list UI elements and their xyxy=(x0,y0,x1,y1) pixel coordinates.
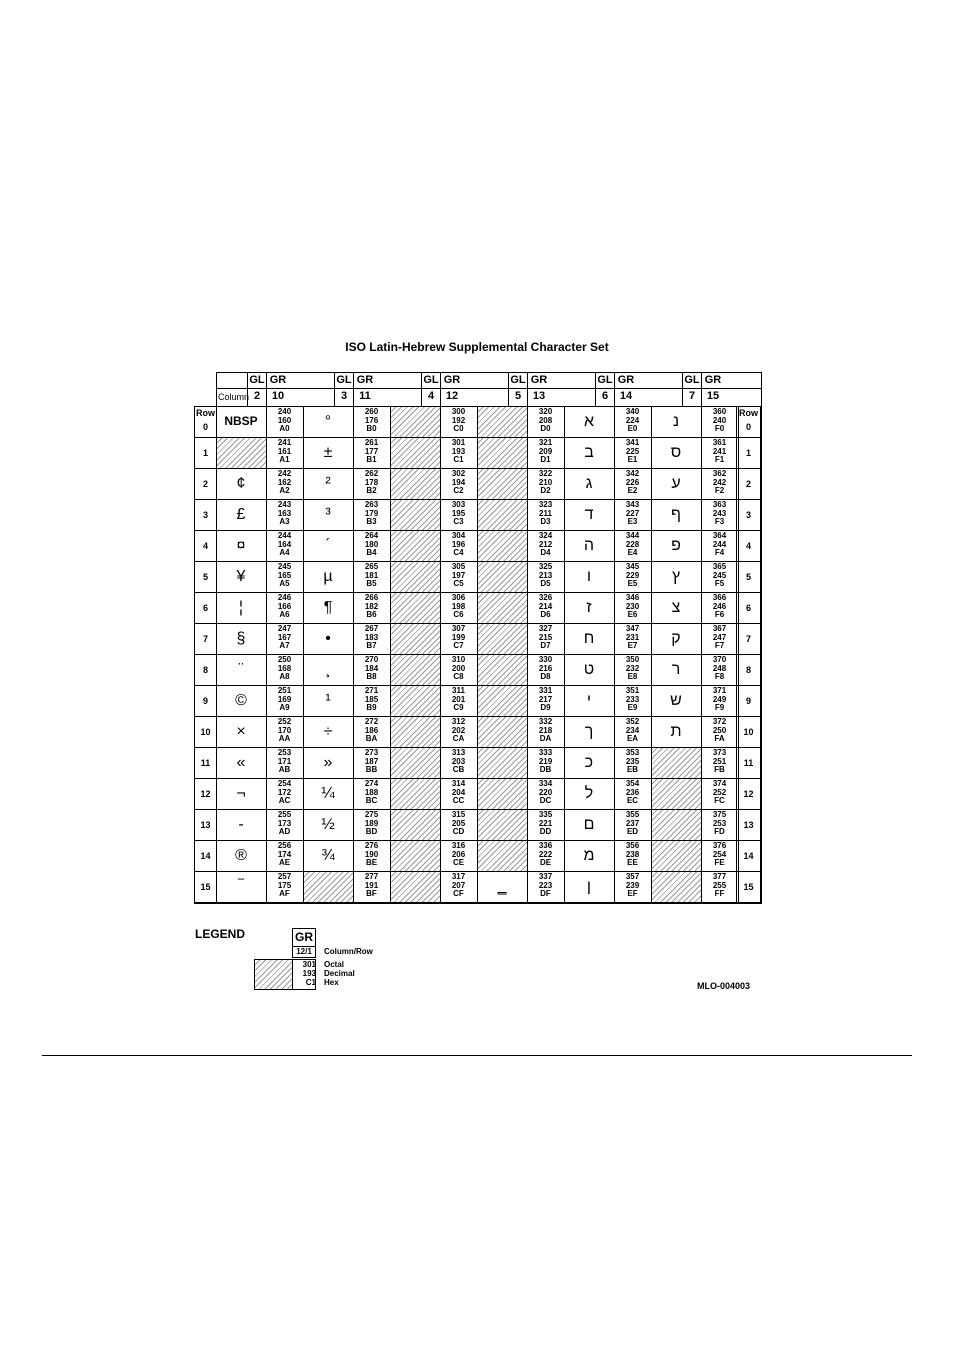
row-num-left-5: 5 xyxy=(202,572,208,582)
header-gl-col-2: 4 xyxy=(427,390,435,402)
row-num-left-4: 4 xyxy=(202,541,208,551)
code-6-5: 366 246 F6 xyxy=(712,593,727,619)
char-12-5 xyxy=(651,778,701,809)
char-1-3 xyxy=(477,437,527,468)
code-11-2: 313 203 CB xyxy=(451,748,466,774)
char-7-4: ח xyxy=(583,630,595,647)
code-1-3: 321 209 D1 xyxy=(538,438,553,464)
char-10-3 xyxy=(477,716,527,747)
char-8-4: ט xyxy=(583,661,595,678)
char-2-3 xyxy=(477,468,527,499)
char-15-4: ן xyxy=(586,878,592,895)
char-7-1: • xyxy=(325,630,331,647)
row-num-left-8: 8 xyxy=(202,665,208,675)
code-10-4: 352 234 EA xyxy=(625,717,640,743)
code-13-1: 275 189 BD xyxy=(364,810,379,836)
char-11-2 xyxy=(390,747,440,778)
row-num-right-13: 13 xyxy=(743,820,754,830)
char-13-1: ½ xyxy=(321,816,335,833)
header-mid-line xyxy=(216,388,762,389)
char-1-1: ± xyxy=(323,444,333,461)
header-gr-4: GR xyxy=(617,374,635,386)
char-2-5: ע xyxy=(671,475,681,492)
char-2-4: ג xyxy=(585,475,593,492)
header-line-a-4 xyxy=(595,372,596,406)
char-10-2 xyxy=(390,716,440,747)
code-15-2: 317 207 CF xyxy=(451,872,466,898)
legend-octal-label: Octal xyxy=(324,960,345,969)
header-gr-2: GR xyxy=(443,374,461,386)
legend xyxy=(252,928,452,998)
code-7-3: 327 215 D7 xyxy=(538,624,553,650)
char-5-2 xyxy=(390,561,440,592)
char-9-5: ש xyxy=(670,692,682,709)
code-9-3: 331 217 D9 xyxy=(538,686,553,712)
code-13-5: 375 253 FD xyxy=(712,810,727,836)
code-0-3: 320 208 D0 xyxy=(538,407,553,433)
header-gr-3: GR xyxy=(530,374,548,386)
char-8-2 xyxy=(390,654,440,685)
row-num-left-10: 10 xyxy=(200,727,211,737)
row-num-right-4: 4 xyxy=(745,541,751,551)
code-8-3: 330 216 D8 xyxy=(538,655,553,681)
legend-hex-label: Hex xyxy=(324,978,339,987)
row-num-left-0: 0 xyxy=(202,422,208,432)
char-12-1: ¼ xyxy=(321,785,335,802)
header-gl-1: GL xyxy=(336,374,352,386)
row-num-left-15: 15 xyxy=(200,882,211,892)
code-9-4: 351 233 E9 xyxy=(625,686,640,712)
code-14-4: 356 238 EE xyxy=(625,841,640,867)
header-gr-1: GR xyxy=(356,374,374,386)
header-gl-3: GL xyxy=(510,374,526,386)
header-gl-4: GL xyxy=(597,374,613,386)
char-13-3 xyxy=(477,809,527,840)
char-0-3 xyxy=(477,406,527,437)
code-11-3: 333 219 DB xyxy=(538,748,553,774)
char-4-2 xyxy=(390,530,440,561)
char-2-2 xyxy=(390,468,440,499)
legend-colrow-value: 12/1 xyxy=(296,947,312,956)
header-gr-5: GR xyxy=(704,374,722,386)
row-num-left-2: 2 xyxy=(202,479,208,489)
char-0-2 xyxy=(390,406,440,437)
code-5-1: 265 181 B5 xyxy=(364,562,379,588)
char-14-4: מ xyxy=(583,847,595,864)
char-2-1: ² xyxy=(325,475,331,492)
char-13-5 xyxy=(651,809,701,840)
code-5-0: 245 165 A5 xyxy=(277,562,292,588)
row-num-right-10: 10 xyxy=(743,727,754,737)
header-line-b-3 xyxy=(527,372,528,406)
char-14-5 xyxy=(651,840,701,871)
header-gl-0: GL xyxy=(249,374,265,386)
char-1-4: ב xyxy=(584,444,594,461)
header-gr-col-5: 15 xyxy=(706,390,720,402)
code-9-5: 371 249 F9 xyxy=(712,686,727,712)
code-2-2: 302 194 C2 xyxy=(451,469,466,495)
header-gl-5: GL xyxy=(684,374,700,386)
code-10-1: 272 186 BA xyxy=(364,717,379,743)
char-9-3 xyxy=(477,685,527,716)
code-7-0: 247 167 A7 xyxy=(277,624,292,650)
code-7-5: 367 247 F7 xyxy=(712,624,727,650)
code-13-3: 335 221 DD xyxy=(538,810,553,836)
header-line-b-0 xyxy=(266,372,267,406)
code-3-1: 263 179 B3 xyxy=(364,500,379,526)
code-12-4: 354 236 EC xyxy=(625,779,640,805)
char-5-5: ץ xyxy=(671,568,681,585)
code-8-5: 370 248 F8 xyxy=(712,655,727,681)
char-3-4: ד xyxy=(584,506,594,523)
chart-title: ISO Latin-Hebrew Supplemental Character Set xyxy=(345,340,609,354)
char-6-1: ¶ xyxy=(323,599,333,616)
char-6-3 xyxy=(477,592,527,623)
code-15-1: 277 191 BF xyxy=(364,872,379,898)
header-gl-col-0: 2 xyxy=(253,390,261,402)
code-2-1: 262 178 B2 xyxy=(364,469,379,495)
header-gl-col-3: 5 xyxy=(514,390,522,402)
legend-octal-value: 301 xyxy=(302,960,316,969)
char-10-0: × xyxy=(236,723,246,740)
code-1-2: 301 193 C1 xyxy=(451,438,466,464)
code-6-1: 266 182 B6 xyxy=(364,593,379,619)
code-1-4: 341 225 E1 xyxy=(625,438,640,464)
code-12-1: 274 188 BC xyxy=(364,779,379,805)
code-9-2: 311 201 C9 xyxy=(451,686,466,712)
legend-colrow-label: Column/Row xyxy=(324,947,373,956)
code-7-4: 347 231 E7 xyxy=(625,624,640,650)
char-3-2 xyxy=(390,499,440,530)
code-1-5: 361 241 F1 xyxy=(712,438,727,464)
code-12-3: 334 220 DC xyxy=(538,779,553,805)
code-8-0: 250 168 A8 xyxy=(277,655,292,681)
char-8-3 xyxy=(477,654,527,685)
code-13-4: 355 237 ED xyxy=(625,810,640,836)
char-4-5: פ xyxy=(671,537,681,554)
code-7-2: 307 199 C7 xyxy=(451,624,466,650)
code-4-2: 304 196 C4 xyxy=(451,531,466,557)
char-12-0: ¬ xyxy=(236,785,246,802)
code-5-4: 345 229 E5 xyxy=(625,562,640,588)
row-num-right-8: 8 xyxy=(745,665,751,675)
code-10-2: 312 202 CA xyxy=(451,717,466,743)
row-num-right-2: 2 xyxy=(745,479,751,489)
char-11-1: » xyxy=(323,754,333,771)
code-0-0: 240 160 A0 xyxy=(277,407,292,433)
code-3-0: 243 163 A3 xyxy=(277,500,292,526)
code-14-2: 316 206 CE xyxy=(451,841,466,867)
row-num-left-12: 12 xyxy=(200,789,211,799)
code-1-1: 261 177 B1 xyxy=(364,438,379,464)
char-1-0 xyxy=(216,437,266,468)
code-0-2: 300 192 C0 xyxy=(451,407,466,433)
row-num-right-5: 5 xyxy=(745,572,751,582)
code-8-1: 270 184 B8 xyxy=(364,655,379,681)
char-6-0: ¦ xyxy=(238,599,244,616)
row-num-left-11: 11 xyxy=(200,758,211,768)
code-8-4: 350 232 E8 xyxy=(625,655,640,681)
row-num-left-1: 1 xyxy=(202,448,208,458)
code-6-2: 306 198 C6 xyxy=(451,593,466,619)
char-5-4: ו xyxy=(586,568,592,585)
char-2-0: ¢ xyxy=(236,475,246,492)
code-4-0: 244 164 A4 xyxy=(277,531,292,557)
row-num-right-14: 14 xyxy=(743,851,754,861)
char-15-2 xyxy=(390,871,440,902)
code-5-2: 305 197 C5 xyxy=(451,562,466,588)
code-2-5: 362 242 F2 xyxy=(712,469,727,495)
row-num-right-3: 3 xyxy=(745,510,751,520)
char-7-5: ק xyxy=(671,630,681,647)
char-10-5: ת xyxy=(670,723,682,740)
header-gl-col-1: 3 xyxy=(340,390,348,402)
code-6-4: 346 230 E6 xyxy=(625,593,640,619)
char-9-4: י xyxy=(586,692,592,709)
code-13-0: 255 173 AD xyxy=(277,810,292,836)
code-12-5: 374 252 FC xyxy=(712,779,727,805)
code-4-1: 264 180 B4 xyxy=(364,531,379,557)
code-11-1: 273 187 BB xyxy=(364,748,379,774)
char-1-5: ס xyxy=(670,444,682,461)
char-3-1: ³ xyxy=(325,506,331,523)
char-0-1: ° xyxy=(324,413,332,430)
code-1-0: 241 161 A1 xyxy=(277,438,292,464)
code-6-0: 246 166 A6 xyxy=(277,593,292,619)
code-10-0: 252 170 AA xyxy=(277,717,292,743)
char-7-2 xyxy=(390,623,440,654)
char-6-4: ז xyxy=(586,599,592,616)
row-num-right-6: 6 xyxy=(745,603,751,613)
row-num-left-14: 14 xyxy=(200,851,211,861)
code-15-4: 357 239 EF xyxy=(625,872,640,898)
code-14-1: 276 190 BE xyxy=(364,841,379,867)
char-14-1: ¾ xyxy=(321,847,335,864)
char-4-0: ¤ xyxy=(236,537,246,554)
code-9-1: 271 185 B9 xyxy=(364,686,379,712)
row-num-right-7: 7 xyxy=(745,634,751,644)
code-15-5: 377 255 FF xyxy=(712,872,727,898)
code-9-0: 251 169 A9 xyxy=(277,686,292,712)
row-num-left-7: 7 xyxy=(202,634,208,644)
char-7-3 xyxy=(477,623,527,654)
header-gr-col-1: 11 xyxy=(359,390,371,402)
row-num-left-13: 13 xyxy=(200,820,211,830)
char-1-2 xyxy=(390,437,440,468)
char-11-0: « xyxy=(236,754,246,771)
char-4-3 xyxy=(477,530,527,561)
header-gr-col-2: 12 xyxy=(445,390,459,402)
char-8-0: ¨ xyxy=(238,661,244,678)
char-0-0: NBSP xyxy=(224,414,258,428)
char-4-4: ה xyxy=(583,537,595,554)
code-12-2: 314 204 CC xyxy=(451,779,466,805)
character-set-table xyxy=(196,372,762,904)
row-header-left: Row xyxy=(196,408,215,418)
header-line-a-2 xyxy=(421,372,422,406)
header-gr-col-0: 10 xyxy=(271,390,285,402)
row-num-right-12: 12 xyxy=(743,789,754,799)
code-0-4: 340 224 E0 xyxy=(625,407,640,433)
row-header-right: Row xyxy=(739,408,758,418)
char-5-3 xyxy=(477,561,527,592)
header-line-a-1 xyxy=(334,372,335,406)
code-3-3: 323 211 D3 xyxy=(538,500,553,526)
code-11-4: 353 235 EB xyxy=(625,748,640,774)
code-14-0: 256 174 AE xyxy=(277,841,292,867)
code-15-0: 257 175 AF xyxy=(277,872,292,898)
char-0-5: נ xyxy=(672,413,680,430)
char-15-0: ‾ xyxy=(238,878,244,895)
code-0-5: 360 240 F0 xyxy=(712,407,727,433)
char-13-4: ם xyxy=(583,816,595,833)
code-15-3: 337 223 DF xyxy=(538,872,553,898)
code-4-3: 324 212 D4 xyxy=(538,531,553,557)
row-num-left-3: 3 xyxy=(202,510,208,520)
legend-title: LEGEND xyxy=(195,927,246,941)
char-14-0: ® xyxy=(235,847,247,864)
code-10-5: 372 250 FA xyxy=(712,717,727,743)
char-5-0: ¥ xyxy=(236,568,246,585)
code-5-3: 325 213 D5 xyxy=(538,562,553,588)
row-num-right-15: 15 xyxy=(743,882,754,892)
char-11-3 xyxy=(477,747,527,778)
char-8-1: ¸ xyxy=(325,661,331,678)
page-rule xyxy=(42,1055,912,1056)
header-line-b-2 xyxy=(440,372,441,406)
code-8-2: 310 200 C8 xyxy=(451,655,466,681)
char-3-5: ף xyxy=(671,506,681,523)
header-line-b-4 xyxy=(614,372,615,406)
header-gl-2: GL xyxy=(423,374,439,386)
char-13-2 xyxy=(390,809,440,840)
char-14-2 xyxy=(390,840,440,871)
char-15-3: ‗ xyxy=(497,878,507,895)
code-10-3: 332 218 DA xyxy=(538,717,553,743)
char-8-5: ר xyxy=(671,661,681,678)
header-line-b-1 xyxy=(353,372,354,406)
header-line-b-5 xyxy=(701,372,702,406)
header-column-label: Column xyxy=(218,392,250,402)
char-12-3 xyxy=(477,778,527,809)
code-5-5: 365 245 F5 xyxy=(712,562,727,588)
code-3-4: 343 227 E3 xyxy=(625,500,640,526)
char-10-1: ÷ xyxy=(323,723,333,740)
code-11-5: 373 251 FB xyxy=(712,748,727,774)
code-2-3: 322 210 D2 xyxy=(538,469,553,495)
char-14-3 xyxy=(477,840,527,871)
header-gl-col-4: 6 xyxy=(601,390,609,402)
header-gl-col-5: 7 xyxy=(688,390,696,402)
legend-hex-value: C1 xyxy=(305,978,316,987)
code-11-0: 253 171 AB xyxy=(277,748,292,774)
char-11-5 xyxy=(651,747,701,778)
code-0-1: 260 176 B0 xyxy=(364,407,379,433)
char-9-0: © xyxy=(235,692,247,709)
char-0-4: א xyxy=(583,413,595,430)
row-num-right-1: 1 xyxy=(745,448,751,458)
char-6-5: צ xyxy=(671,599,681,616)
code-3-2: 303 195 C3 xyxy=(451,500,466,526)
legend-hatch xyxy=(254,959,293,990)
row-num-right-11: 11 xyxy=(743,758,754,768)
code-4-5: 364 244 F4 xyxy=(712,531,727,557)
legend-gr: GR xyxy=(295,930,313,944)
char-7-0: § xyxy=(236,630,246,647)
char-15-1 xyxy=(303,871,353,902)
code-14-5: 376 254 FE xyxy=(712,841,727,867)
legend-decimal-label: Decimal xyxy=(324,969,355,978)
header-gr-0: GR xyxy=(269,374,287,386)
char-4-1: ´ xyxy=(325,537,331,554)
char-12-2 xyxy=(390,778,440,809)
char-3-3 xyxy=(477,499,527,530)
char-12-4: ל xyxy=(584,785,594,802)
char-5-1: µ xyxy=(323,568,333,585)
row-num-right-9: 9 xyxy=(745,696,751,706)
char-9-1: ¹ xyxy=(325,692,331,709)
row-num-left-6: 6 xyxy=(202,603,208,613)
code-6-3: 326 214 D6 xyxy=(538,593,553,619)
code-14-3: 336 222 DE xyxy=(538,841,553,867)
code-2-4: 342 226 E2 xyxy=(625,469,640,495)
code-7-1: 267 183 B7 xyxy=(364,624,379,650)
char-11-4: כ xyxy=(584,754,594,771)
figure-id: MLO-004003 xyxy=(697,981,751,991)
char-10-4: ך xyxy=(584,723,594,740)
legend-decimal-value: 193 xyxy=(302,969,316,978)
char-6-2 xyxy=(390,592,440,623)
code-12-0: 254 172 AC xyxy=(277,779,292,805)
char-13-0: - xyxy=(238,816,244,833)
char-9-2 xyxy=(390,685,440,716)
header-line-a-5 xyxy=(682,372,683,406)
row-num-left-9: 9 xyxy=(202,696,208,706)
header-gr-col-4: 14 xyxy=(619,390,633,402)
code-3-5: 363 243 F3 xyxy=(712,500,727,526)
header-gr-col-3: 13 xyxy=(532,390,546,402)
char-15-5 xyxy=(651,871,701,902)
code-4-4: 344 228 E4 xyxy=(625,531,640,557)
code-2-0: 242 162 A2 xyxy=(277,469,292,495)
char-3-0: £ xyxy=(236,506,246,523)
header-line-a-3 xyxy=(508,372,509,406)
code-13-2: 315 205 CD xyxy=(451,810,466,836)
row-line-15 xyxy=(194,902,761,903)
row-num-right-0: 0 xyxy=(745,422,751,432)
